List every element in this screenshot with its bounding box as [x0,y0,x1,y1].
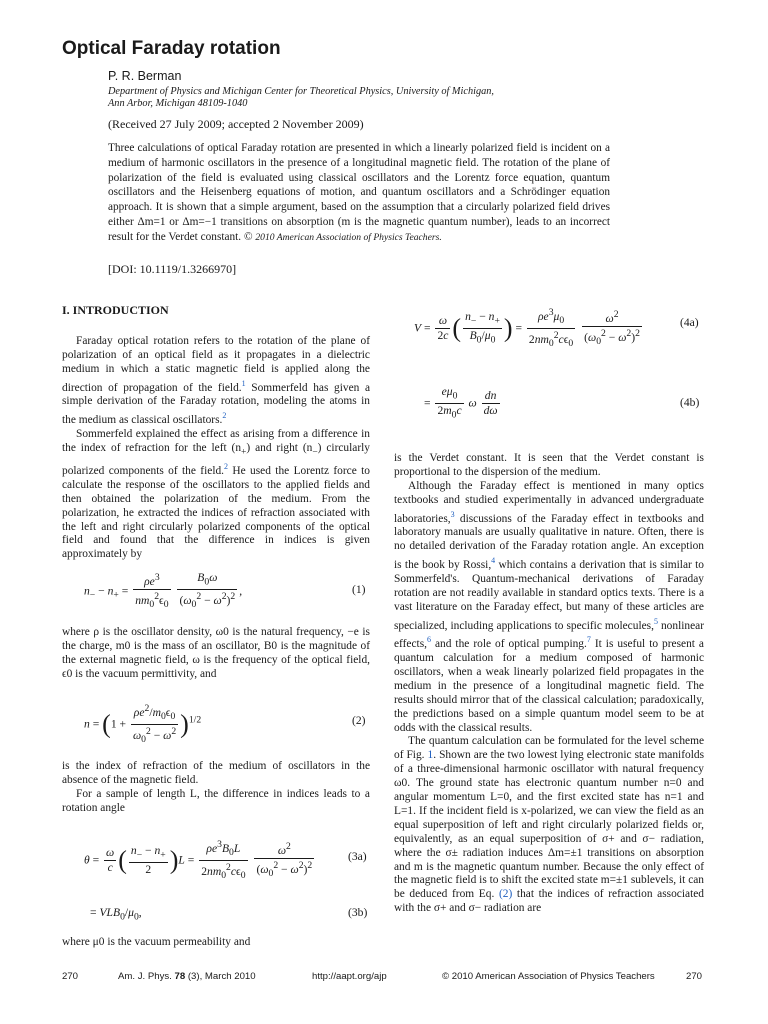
section-heading: I. INTRODUCTION [62,303,169,317]
paragraph: where μ0 is the vacuum permeability and [62,936,251,948]
citation-link[interactable]: 3 [450,509,455,519]
left-column-block-2 [62,626,370,682]
affiliation-line: Ann Arbor, Michigan 48109-1040 [108,98,248,109]
equation-1: $n_- - n_+$ = $\frac{\rho e^3}{nm_0^2\epsilon_0}$ $\frac{B_0\omega}{(\omega_0^2 - \omega^2)^2}$ , [84,571,243,611]
paragraph: is the index of refraction of the medium of oscillators in the absence of the magnetic field. [62,760,370,786]
equation-link[interactable]: (2) [498,888,513,901]
equation-number: (1) [352,583,366,596]
equation-number: (2) [352,714,366,727]
paragraph: Faraday optical rotation refers to the rotation of the plane of polarization of an optical field as it propagates in a dielectric medium in which a static magnetic field is applied along the direction of propagation of the field.$^1$ Sommerfeld has given a simple derivation of the Faraday rotation, modeling the atoms in the medium as classical oscillators.$^2$ [62,335,370,427]
footer-page-right: 270 [686,971,703,982]
equation-number: (3b) [348,906,368,919]
paragraph: Sommerfeld explained the effect as arising from a difference in the index of refraction for the left $(n_+)$ and right $(n_-)$ circularly polarized components of the field.$^2$ He used the Lorentz force to calculate the response of the oscillators to the applied fields and then obtained the polarization of the medium. From the polarization, he extracted the indices of refraction associated with the left and right circularly polarized components of the optical field and found that the difference in indices is given approximately by [62,428,370,561]
abstract-copyright: 2010 American Association of Physics Teachers. [255,231,442,243]
journal-name: Am. J. Phys. [118,971,172,982]
citation-link[interactable]: 4 [491,556,496,566]
citation-link[interactable]: 6 [427,635,431,645]
received-dates: (Received 27 July 2009; accepted 2 November 2009) [108,117,364,131]
citation-link[interactable]: 5 [653,616,658,626]
left-column-block-4 [62,936,370,950]
equation-4b: = $\frac{e\mu_0}{2m_0c}$ ω $\frac{dn}{d\omega}$ [424,385,498,421]
equation-3b: = $VLB_0/\mu_0$, [90,906,142,923]
paragraph: where ρ is the oscillator density, ω0 is the natural frequency, −e is the charge, m0 is the mass of an oscillator, B0 is the magnitude of the external magnetic field, ω is the frequency of the optical field, ϵ0 is the vacuum permittivity, and [62,626,370,680]
left-column-block-1 [62,335,370,562]
figure-link[interactable]: 1 [427,749,434,762]
paragraph: The quantum calculation can be formulated for the level scheme of Fig. 1. Shown are the two lowest lying electronic state manifolds of a three-dimensional harmonic oscillator with natural frequency ω0. The ground state has electronic quantum number n=0 and angular momentum L=0, and the first excited state has n=1 and L=1. If the incident field is x-polarized, we can view the field as an equal superposition of left and right circularly polarized fields or, equivalently, as an equal superposition of σ+ and σ− radiation, where the σ± radiation induces Δm=±1 transitions on absorption and m is the magnetic quantum number. Because the only effect of the magnetic field is to shift the excited state m=±1 sublevels, it can be deduced from Eq. (2) that the indices of refraction associated with the σ+ and σ− radiation are [394,735,705,915]
citation-link[interactable]: 1 [241,378,246,388]
citation-link[interactable]: 7 [586,635,591,645]
right-column-text [394,452,704,916]
paragraph: Although the Faraday effect is mentioned in many optics textbooks and studied experimentally in advanced undergraduate laboratories,$^3$ discussions of the Faraday effect in textbooks and laboratory manuals are usually qualitative in nature. Often, there is no detailed derivation of the Faraday rotation angle. An exception is the book by Rossi,$^4$ which contains a derivation that is similar to Sommerfeld's. Quantum-mechanical derivations of Faraday rotation are not readily available in standard optics texts. There is a vast literature on the Faraday effect, but many of these articles are specialized, including applications to specific molecules,$^5$ nonlinear effects,$^6$ and the role of optical pumping.$^7$ It is useful to present a quantum calculation for a medium composed of harmonic oscillators, when a weak linearly polarized field propagates in the medium in the presence of a longitudinal magnetic field. The results should mirror that of the classical calculation; paradoxically, the predictions based on a simple quantum model seem to be at odds with the classical results. [394,479,704,734]
author-name: P. R. Berman [108,69,182,83]
citation-link[interactable]: 2 [224,462,229,472]
journal-issue: (3), March 2010 [187,971,256,982]
paragraph: is the Verdet constant. It is seen that the Verdet constant is proportional to the dispersion of the medium. [394,452,704,478]
equation-number: (3a) [348,850,367,863]
paper-title: Optical Faraday rotation [62,38,281,59]
journal-volume: 78 [174,971,186,982]
left-column-block-3 [62,760,370,816]
equation-3a: θ = $\frac{\omega}{c}$ ( $\frac{n_- - n_+}{2}$ )L = $\frac{\rho e^3B_0L}{2nm_0^2c\epsilon_0}$ $\frac{\omega^2}{(\omega_0^2 - \omega^2)^2}$ [84,839,313,882]
abstract-text: Three calculations of optical Faraday rotation are presented in which a linearly polarized field is incident on a medium of harmonic oscillators in the presence of a longitudinal magnetic field. The rotation of the plane of polarization of the field is evaluated using classical oscillators and the Lorentz force equation, quantum oscillators and the Heisenberg equations of motion, and quantum oscillators and a Schrödinger equation approach. It is shown that a simple argument, based on the assumption that a circularly polarized field drives either Δm=1 or Δm=−1 transitions on absorption (m is the magnetic quantum number), leads to an incorrect result for the Verdet constant. © [108,142,610,243]
footer-copyright: © 2010 American Association of Physics Teachers [442,971,655,982]
citation-link[interactable]: 2 [222,411,227,421]
abstract [108,141,610,246]
equation-2: n = (1 + $\frac{\rho e^2/m_0\epsilon_0}{\omega_0^2 - \omega^2}$ )$^{1/2}$ [84,703,202,746]
affiliation-line: Department of Physics and Michigan Center for Theoretical Physics, University of Michigan, [108,86,494,97]
equation-4a: V = $\frac{\omega}{2c}$ ( $\frac{n_- - n_+}{B_0/\mu_0}$ ) = $\frac{\rho e^3\mu_0}{2nm_0^2c\epsilon_0}$ $\frac{\omega^2}{(\omega_0^2 - \omega^2)^2}$ [414,307,640,350]
footer-journal [118,971,256,982]
author-affiliation [108,86,568,110]
footer-page-left: 270 [62,971,79,982]
paragraph: For a sample of length L, the difference in indices leads to a rotation angle [62,787,370,814]
footer-url[interactable]: http://aapt.org/ajp [312,971,387,982]
doi-link[interactable]: [DOI: 10.1119/1.3266970] [108,262,237,276]
equation-number: (4a) [680,316,699,329]
equation-number: (4b) [680,396,700,409]
